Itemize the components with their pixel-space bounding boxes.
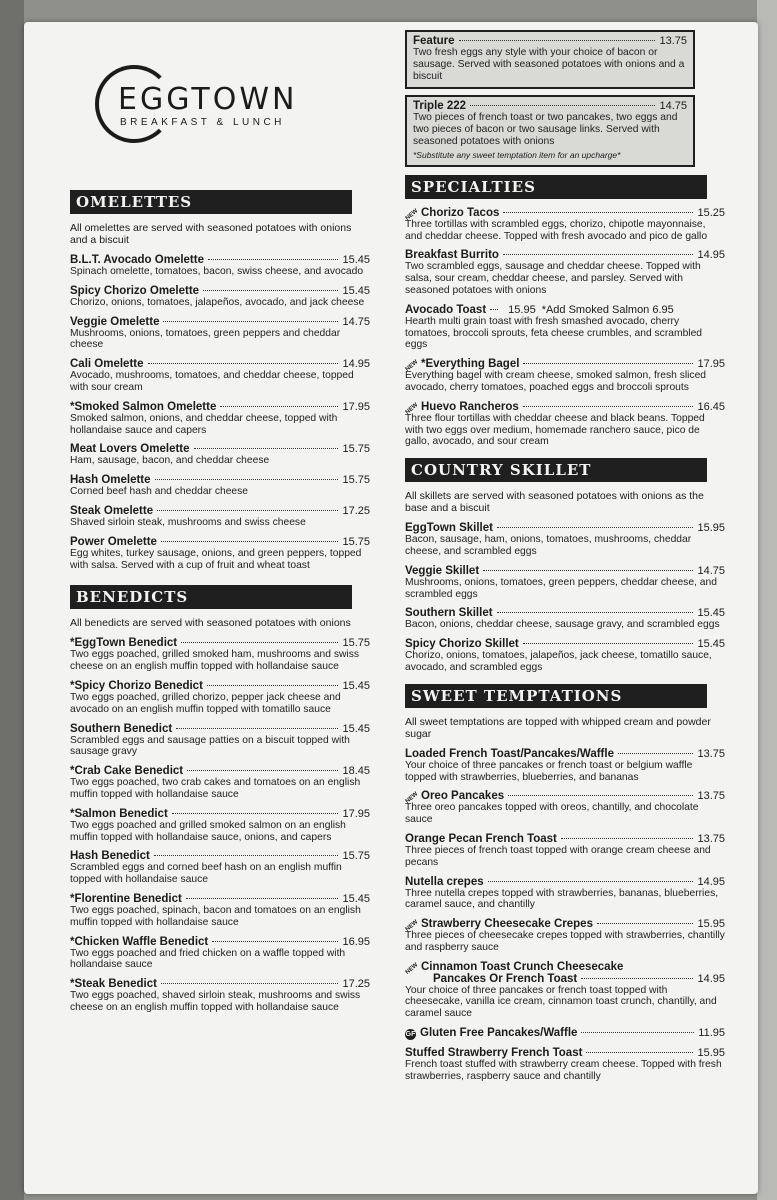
menu-item-price: 13.75	[697, 747, 725, 760]
menu-item-name: Cali Omelette	[70, 358, 144, 371]
menu-item-name: Stuffed Strawberry French Toast	[405, 1047, 583, 1060]
leader-dots	[459, 40, 656, 41]
menu-item-desc: Your choice of three pancakes or french toast topped with cheesecake, vanilla ice cream, cinnamon toast crunch, chantilly, and caramel sauce	[405, 984, 717, 1020]
menu-item-desc: Three tortillas with scrambled eggs, chorizo, chipotle mayonnaise, and cheddar cheese. Topped with fresh avocado and pico de gallo	[405, 218, 708, 242]
leader-dots	[470, 105, 655, 106]
menu-item-price: 13.75	[697, 832, 725, 845]
menu-item-head	[405, 1027, 725, 1040]
menu-item-price: 15.45	[342, 284, 370, 297]
menu-item-desc: Two eggs poached, shaved sirloin steak, mushrooms and swiss cheese on an english muffin topped with hollandaise sauce	[70, 990, 361, 1013]
menu-item-desc: Your choice of three pancakes or french toast or belgium waffle topped with strawberries, blueberries, and bananas	[405, 759, 693, 783]
leader-dots	[503, 212, 693, 213]
menu-item	[70, 443, 370, 467]
menu-item-desc: Two eggs poached, spinach, bacon and tomatoes on an english muffin topped with hollandaise sauce	[70, 904, 361, 928]
menu-item-head	[70, 765, 370, 777]
omelettes-title: OMELETTES	[70, 190, 352, 214]
menu-item-head	[70, 723, 370, 735]
menu-item-price: 15.45	[697, 638, 725, 651]
new-badge-icon: NEW	[404, 207, 420, 222]
leader-dots	[203, 290, 338, 291]
menu-item-price: 16.95	[342, 935, 370, 948]
menu-item-name: *Everything Bagel	[421, 358, 520, 371]
menu-item-head	[70, 401, 370, 413]
leader-dots	[581, 978, 693, 979]
menu-item-price: 17.95	[697, 358, 725, 371]
menu-item-name: *Salmon Benedict	[70, 807, 168, 820]
menu-item-name: Orange Pecan French Toast	[405, 832, 557, 845]
menu-item	[70, 285, 370, 309]
menu-item-price: 15.75	[342, 535, 370, 548]
menu-item-price: 11.95	[698, 1027, 725, 1040]
menu-item-price: 15.45	[342, 892, 370, 905]
new-badge-icon: NEW	[404, 961, 420, 976]
menu-item-head	[405, 607, 725, 619]
menu-item	[70, 893, 370, 929]
menu-item-price: 15.75	[342, 443, 370, 456]
menu-item	[405, 961, 725, 1020]
menu-item	[70, 637, 370, 673]
menu-item-desc: Everything bagel with cream cheese, smoked salmon, fresh sliced avocado, cherry tomatoes, poached eggs and broccoli sprouts	[405, 370, 707, 393]
menu-item	[405, 748, 725, 784]
feature-box	[405, 30, 695, 89]
triple-box	[405, 95, 695, 166]
menu-item-head	[405, 522, 725, 534]
menu-item	[70, 978, 370, 1014]
omelettes-intro: All omelettes are served with seasoned potatoes with onions and a biscuit	[70, 222, 352, 246]
menu-item-name: *Steak Benedict	[70, 978, 157, 991]
new-badge-icon: NEW	[404, 401, 420, 416]
menu-item	[405, 522, 725, 558]
menu-item	[405, 918, 725, 954]
menu-item-head-2	[405, 973, 725, 985]
menu-item-price: 15.95	[697, 522, 725, 535]
menu-item-desc: Three flour tortillas with cheddar cheese and black beans. Topped with two eggs over medium, homemade ranchero sauce, pico de gallo, avocado, and sour cream	[405, 412, 705, 448]
menu-item-desc: Corned beef hash and cheddar cheese	[70, 486, 249, 498]
menu-item-head	[404, 790, 725, 806]
benedicts-list	[70, 637, 370, 1013]
menu-item-name: Hash Omelette	[70, 474, 151, 487]
menu-item	[70, 536, 370, 572]
menu-item-price: 15.45	[697, 607, 725, 620]
leader-dots	[186, 898, 339, 899]
menu-item	[70, 936, 370, 972]
brand-subtitle: BREAKFAST & LUNCH	[120, 117, 285, 128]
leader-dots	[488, 881, 694, 882]
menu-item-price: 17.95	[342, 807, 370, 820]
menu-item-name: Huevo Rancheros	[421, 400, 519, 413]
menu-item-name: Hash Benedict	[70, 850, 150, 863]
menu-item-head	[70, 637, 370, 649]
menu-item-desc: French toast stuffed with strawberry cream cheese. Topped with fresh strawberries, raspberry sauce and chantilly	[405, 1059, 722, 1082]
menu-item-head	[404, 918, 725, 933]
menu-item-price: 15.75	[342, 637, 370, 650]
menu-item-desc: Hearth multi grain toast with fresh smashed avocado, cherry tomatoes, broccoli sprouts, feta cheese crumbles, and scrambled eggs	[405, 315, 703, 351]
menu-item-name: Nutella crepes	[405, 875, 484, 888]
skillet-list	[405, 522, 725, 674]
menu-item-name: Oreo Pancakes	[421, 790, 505, 803]
menu-item	[405, 790, 725, 826]
benedicts-intro: All benedicts are served with seasoned potatoes with onions	[70, 617, 351, 630]
menu-item-head	[70, 285, 370, 297]
leader-dots	[154, 855, 339, 856]
menu-item-desc: Chorizo, onions, tomatoes, jalapeños, avocado, and jack cheese	[70, 296, 365, 308]
menu-item-head	[70, 850, 370, 862]
leader-dots	[212, 941, 338, 942]
menu-item-price: 18.45	[342, 765, 370, 778]
menu-item-head	[70, 808, 370, 820]
triple-name: Triple 222	[413, 100, 467, 113]
menu-item-price: 14.95	[697, 249, 725, 262]
menu-item-name: Breakfast Burrito	[405, 249, 499, 262]
menu-item-name: Gluten Free Pancakes/Waffle	[420, 1027, 578, 1040]
menu-item-head	[70, 254, 370, 266]
menu-item-name: Veggie Skillet	[405, 564, 480, 577]
new-badge-icon: NEW	[404, 919, 420, 933]
omelettes-list	[70, 254, 370, 571]
leader-dots	[194, 448, 339, 449]
menu-item-desc: Three pieces of cheesecake crepes topped with strawberries, chantilly and raspberry sauce	[405, 930, 725, 953]
leader-dots	[618, 753, 693, 754]
menu-item-name: *Spicy Chorizo Benedict	[70, 679, 203, 692]
leader-dots	[148, 363, 339, 364]
menu-item-name: *EggTown Benedict	[70, 637, 178, 650]
benedicts-title: BENEDICTS	[70, 585, 352, 609]
triple-note: *Substitute any sweet temptation item for an upcharge*	[413, 149, 621, 160]
menu-item-head	[405, 876, 725, 888]
leader-dots	[497, 527, 694, 528]
new-badge-icon: NEW	[404, 359, 420, 373]
menu-item	[70, 474, 370, 498]
leader-dots	[207, 685, 339, 686]
feature-name: Feature	[413, 35, 455, 47]
leader-dots	[163, 321, 338, 322]
menu-item	[405, 358, 725, 394]
menu-item-name: EggTown Skillet	[405, 522, 493, 535]
menu-item-head	[404, 400, 725, 416]
leader-dots	[157, 510, 338, 511]
menu-item-desc: Two eggs poached and grilled smoked salmon on an english muffin topped with hollandaise sauce, onions, and capers	[70, 819, 346, 843]
menu-item-price: 15.45	[342, 722, 370, 735]
menu-item-desc: Avocado, mushrooms, tomatoes, and cheddar cheese, topped with sour cream	[70, 370, 354, 393]
menu-item	[405, 565, 725, 601]
menu-item-desc: Bacon, sausage, ham, onions, tomatoes, mushrooms, cheddar cheese, and scrambled eggs	[405, 534, 692, 557]
menu-item	[70, 680, 370, 716]
menu-item	[70, 316, 370, 352]
menu-item-price: 14.75	[342, 315, 370, 328]
menu-item	[70, 723, 370, 759]
leader-dots	[597, 923, 694, 924]
skillet-title: COUNTRY SKILLET	[405, 458, 707, 482]
menu-item-head	[70, 316, 370, 328]
leader-dots	[581, 1032, 694, 1033]
leader-dots	[187, 770, 338, 771]
menu-item-head	[405, 1047, 725, 1059]
specialties-list	[405, 207, 725, 448]
menu-item-head	[404, 206, 725, 222]
menu-item	[70, 850, 370, 886]
leader-dots	[155, 479, 339, 480]
menu-item-price: 15.95	[697, 1047, 725, 1060]
menu-item	[405, 249, 725, 296]
menu-item-head	[405, 565, 725, 577]
menu-item-name: Power Omelette	[70, 535, 157, 548]
menu-item-price: 13.75	[697, 790, 725, 803]
menu-item-head	[404, 358, 725, 373]
leader-dots	[483, 570, 693, 571]
feature-desc: Two fresh eggs any style with your choice of bacon or sausage. Served with seasoned potatoes with onions and a biscuit	[413, 47, 685, 82]
menu-item-price: 15.75	[342, 850, 370, 863]
menu-item	[405, 638, 725, 674]
menu-item-desc: Three oreo pancakes topped with oreos, chantilly, and chocolate sauce	[405, 802, 699, 826]
menu-item-head	[70, 358, 370, 370]
menu-item-name: Steak Omelette	[70, 504, 154, 517]
menu-item	[405, 207, 725, 243]
new-badge-icon: NEW	[404, 791, 420, 806]
menu-item-head	[405, 304, 725, 316]
menu-item	[405, 1047, 725, 1083]
right-column	[405, 30, 725, 1090]
menu-item-name: Chorizo Tacos	[421, 206, 500, 219]
menu-item-extra: *Add Smoked Salmon 6.95	[541, 303, 674, 316]
menu-item-desc: Spinach omelette, tomatoes, bacon, swiss cheese, and avocado	[70, 266, 364, 277]
sweet-intro: All sweet temptations are topped with whipped cream and powder sugar	[405, 715, 711, 740]
leader-dots	[172, 813, 339, 814]
leader-dots	[523, 406, 694, 407]
menu-item-desc: Mushrooms, onions, tomatoes, green peppers and cheddar cheese	[70, 327, 341, 351]
menu-item-price: 15.95	[508, 303, 536, 316]
menu-item-name: Veggie Omelette	[70, 315, 160, 328]
menu-item	[70, 765, 370, 801]
menu-item-desc: Egg whites, turkey sausage, onions, and green peppers, topped with salsa. Served with a cup of fruit and wheat toast	[70, 547, 362, 571]
menu-item-price: 17.25	[342, 978, 370, 991]
leader-dots	[490, 309, 498, 310]
leader-dots	[508, 795, 693, 796]
menu-item-desc: Mushrooms, onions, tomatoes, green peppers, cheddar cheese, and scrambled eggs	[405, 576, 717, 600]
menu-item-name: Spicy Chorizo Skillet	[405, 638, 519, 651]
leader-dots	[586, 1052, 693, 1053]
menu-item	[405, 607, 725, 631]
leader-dots	[161, 983, 339, 984]
triple-desc: Two pieces of french toast or two pancakes, two eggs and two pieces of bacon or two sausage links. Served with seasoned potatoes with onions	[413, 112, 678, 147]
menu-item-name: Southern Skillet	[405, 607, 493, 620]
menu-item-name: *Crab Cake Benedict	[70, 765, 184, 778]
background-right	[757, 0, 777, 1200]
skillet-intro: All skillets are served with seasoned potatoes with onions as the base and a biscuit	[405, 490, 704, 515]
leader-dots	[161, 541, 339, 542]
menu-item-head	[405, 249, 725, 261]
leader-dots	[497, 612, 694, 613]
menu-item-head	[70, 893, 370, 905]
menu-item	[405, 833, 725, 869]
menu-item	[70, 401, 370, 437]
menu-item-head	[70, 443, 370, 455]
menu-item	[70, 505, 370, 529]
background-left	[0, 0, 24, 1200]
menu-item-desc: Bacon, onions, cheddar cheese, sausage gravy, and scrambled eggs	[405, 619, 720, 631]
leader-dots	[181, 642, 338, 643]
menu-item-head	[70, 978, 370, 990]
menu-item-name: Strawberry Cheesecake Crepes	[421, 918, 593, 931]
menu-item-name-2: Pancakes Or French Toast	[433, 972, 578, 985]
menu-item-name: Avocado Toast	[405, 303, 487, 316]
menu-item-desc: Three pieces of french toast topped with orange cream cheese and pecans	[405, 844, 711, 868]
menu-item-price: 17.25	[342, 504, 370, 517]
menu-item-head	[70, 474, 370, 486]
menu-item-price: 14.95	[697, 972, 725, 985]
menu-item-head	[70, 536, 370, 548]
menu-item	[70, 254, 370, 278]
menu-item-desc: Two eggs poached, grilled smoked ham, mushrooms and swiss cheese on an english muffin topped with hollandaise sauce	[70, 649, 360, 673]
leader-dots	[561, 838, 694, 839]
menu-item-price: 14.95	[697, 875, 725, 888]
menu-item-desc: Ham, sausage, bacon, and cheddar cheese	[70, 455, 270, 467]
menu-item-name: B.L.T. Avocado Omelette	[70, 254, 204, 266]
menu-item-name: Cinnamon Toast Crunch Cheesecake	[421, 960, 624, 973]
menu-item-name: Loaded French Toast/Pancakes/Waffle	[405, 747, 614, 760]
menu-item-head	[405, 748, 725, 760]
menu-item-desc: Three nutella crepes topped with strawberries, bananas, blueberries, caramel sauce, and chantilly	[405, 887, 719, 911]
menu-item-price: 17.95	[342, 400, 370, 413]
menu-item-head	[405, 638, 725, 650]
menu-item-name: *Chicken Waffle Benedict	[70, 935, 209, 948]
menu-item	[70, 358, 370, 394]
menu-item-desc: Two eggs poached, grilled chorizo, pepper jack cheese and avocado on an english muffin topped with tomatillo sauce	[70, 691, 341, 715]
menu-item-head	[70, 936, 370, 948]
menu-item-price: 14.75	[697, 564, 725, 577]
menu-item	[405, 1027, 725, 1040]
feature-price: 13.75	[659, 35, 687, 47]
menu-item-desc: Two scrambled eggs, sausage and cheddar cheese. Topped with salsa, sour cream, cheddar cheese, and parsley. Served with seasoned potatoes with onions	[405, 261, 701, 296]
menu-item	[70, 808, 370, 844]
menu-item-name: Southern Benedict	[70, 722, 173, 735]
leader-dots	[176, 728, 338, 729]
logo	[70, 60, 370, 180]
menu-item-head	[70, 505, 370, 517]
sweet-title: SWEET TEMPTATIONS	[405, 684, 707, 708]
menu-item-price: 15.25	[697, 206, 725, 219]
gluten-free-icon: GF	[405, 1031, 416, 1039]
leader-dots	[220, 406, 338, 407]
leader-dots	[523, 643, 694, 644]
menu-item-desc: Scrambled eggs and corned beef hash on an english muffin topped with hollandaise sauce	[70, 862, 342, 886]
specialties-title: SPECIALTIES	[405, 175, 707, 199]
menu-item-name: *Florentine Benedict	[70, 892, 182, 905]
menu-item-desc: Two eggs poached and fried chicken on a waffle topped with hollandaise sauce	[70, 947, 346, 971]
menu-item-desc: Chorizo, onions, tomatoes, jalapeños, jack cheese, tomatillo sauce, avocado, and scrambled eggs	[405, 650, 712, 673]
leader-dots	[523, 363, 693, 364]
menu-item-desc: Scrambled eggs and sausage patties on a biscuit topped with sausage gravy	[70, 734, 350, 758]
leader-dots	[208, 259, 338, 260]
menu-item-desc: Shaved sirloin steak, mushrooms and swiss cheese	[70, 516, 306, 528]
brand-name: EGGTOWN	[118, 82, 298, 117]
menu-item-name: Meat Lovers Omelette	[70, 443, 190, 456]
menu-item-price: 14.95	[342, 358, 370, 371]
menu-item	[405, 401, 725, 448]
menu-item-name: Spicy Chorizo Omelette	[70, 284, 200, 297]
menu-item-price: 15.75	[342, 474, 370, 487]
sweet-list	[405, 748, 725, 1083]
menu-item-price: 15.45	[342, 679, 370, 692]
menu-item	[405, 304, 725, 351]
menu-item-head	[70, 680, 370, 692]
menu-item-head	[405, 833, 725, 845]
triple-price: 14.75	[659, 100, 687, 113]
menu-item-name: *Smoked Salmon Omelette	[70, 400, 217, 413]
menu-item-price: 15.45	[342, 254, 370, 266]
menu-item-head	[404, 960, 725, 976]
menu-item	[405, 876, 725, 912]
menu-item-desc: Smoked salmon, onions, and cheddar cheese, topped with hollandaise sauce and capers	[70, 412, 338, 436]
leader-dots	[503, 254, 694, 255]
left-column	[70, 60, 370, 1021]
menu-item-price: 16.45	[697, 400, 725, 413]
menu-item-desc: Two eggs poached, two crab cakes and tomatoes on an english muffin topped with hollandaise sauce	[70, 777, 361, 800]
menu-item-price: 15.95	[697, 918, 725, 931]
